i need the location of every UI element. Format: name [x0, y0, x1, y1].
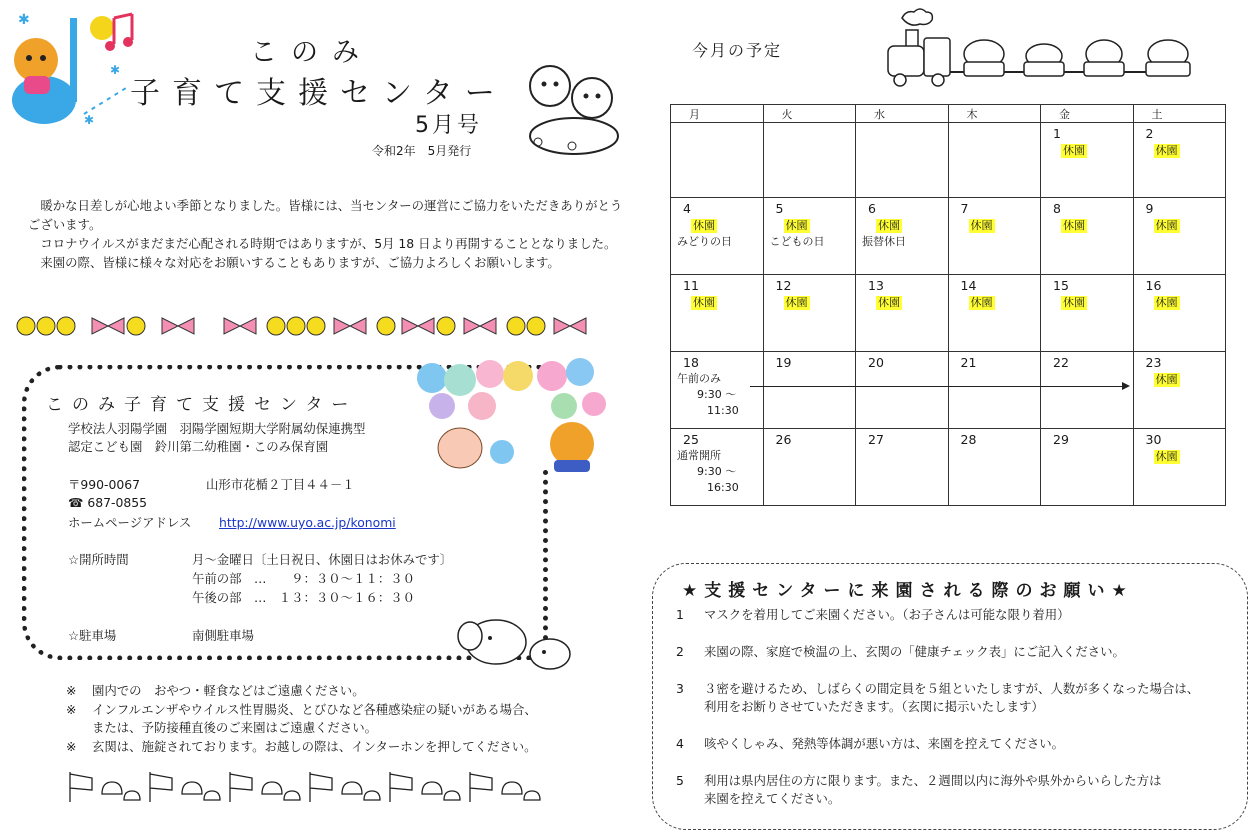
parking-label: ☆駐車場 [68, 628, 117, 643]
day-note: 振替休日 [862, 235, 906, 248]
calendar-day-cell [1133, 123, 1226, 198]
weekday-header: 水 [856, 105, 949, 123]
note-text: 玄関は、施錠されております。お越しの際は、インターホンを押してください。 [92, 738, 537, 754]
weekday-header: 土 [1133, 105, 1226, 123]
note-text: インフルエンザやウイルス性胃腸炎、とびひなど各種感染症の疑いがある場合、 [92, 701, 537, 717]
svg-text:✱: ✱ [84, 113, 95, 127]
arrow-head-icon [1122, 382, 1130, 390]
day-number: 30 [1145, 432, 1162, 447]
calendar-day-cell [671, 352, 764, 429]
calendar-day-cell [856, 429, 949, 506]
day-number: 15 [1053, 278, 1069, 293]
request-text [704, 735, 1064, 753]
koinobori-cloud-border [66, 770, 566, 804]
svg-text:✱: ✱ [110, 63, 121, 77]
day-number: 19 [775, 355, 792, 370]
calendar-day-cell [1133, 429, 1226, 506]
day-number: 7 [960, 201, 969, 216]
day-number: 12 [775, 278, 792, 293]
request-line: マスクを着用してご来園ください。（お子さんは可能な限り着用） [704, 607, 1070, 622]
note-mark [66, 719, 92, 738]
half-day-period-arrow [750, 386, 1128, 387]
day-number: 22 [1053, 355, 1069, 370]
closed-badge: 休園 [1155, 219, 1178, 232]
closed-badge: 休園 [1155, 296, 1178, 309]
request-item [676, 735, 1244, 753]
calendar-day-cell [948, 123, 1041, 198]
note-item [66, 682, 606, 701]
day-number: 18 [683, 355, 699, 370]
note-item [66, 719, 606, 738]
request-item [676, 680, 1244, 716]
closed-badge: 休園 [785, 219, 808, 232]
calendar-day-cell [671, 429, 764, 506]
calendar-week-row [671, 429, 1226, 506]
calendar-day-cell [1041, 429, 1134, 506]
issue-number: 5月号 [415, 113, 482, 138]
request-number: 4 [676, 736, 684, 751]
closed-badge: 休園 [1155, 144, 1178, 157]
note-text: 園内での おやつ・軽食などはご遠慮ください。 [92, 683, 365, 698]
calendar-day-cell [1041, 123, 1134, 198]
weekday-header: 火 [763, 105, 856, 123]
closed-badge: 休園 [878, 219, 900, 232]
calendar-day-cell [948, 198, 1041, 275]
phone-number: ☎ 687-0855 [68, 495, 148, 510]
center-name: このみ子育て支援センター [46, 395, 358, 415]
request-number: 2 [676, 644, 684, 659]
request-item [676, 606, 1244, 624]
calendar-title: 今月の予定 [692, 41, 783, 60]
note-mark: ※ [66, 701, 77, 717]
weekday-header: 木 [948, 105, 1041, 123]
day-number: 26 [775, 432, 792, 447]
calendar-day-cell [763, 352, 856, 429]
calendar-week-row [671, 275, 1226, 352]
calendar-day-cell [948, 352, 1041, 429]
day-number: 21 [960, 355, 977, 370]
calendar-day-cell [671, 198, 764, 275]
note-item [66, 701, 606, 720]
request-line: 利用は県内居住の方に限ります。また、２週間以内に海外や県外からいらした方は [704, 773, 1162, 788]
closed-badge: 休園 [1155, 450, 1178, 463]
calendar-day-cell [856, 198, 949, 275]
open-time-end: 16:30 [707, 481, 739, 494]
request-line: 来園を控えてください。 [704, 791, 841, 806]
notes-list [66, 682, 606, 756]
calendar-week-row [671, 198, 1226, 275]
note-text: または、予防接種直後のご来園はご遠慮ください。 [92, 720, 377, 735]
day-number: 16 [1145, 278, 1162, 293]
hours-afternoon: 午後の部 … １３：３０～１６：３０ [192, 590, 416, 605]
day-number: 20 [868, 355, 884, 370]
day-note: こどもの日 [769, 235, 825, 248]
day-note: 通常開所 [677, 449, 721, 462]
page-title: 子育て支援センター [130, 76, 507, 111]
day-number: 6 [868, 201, 876, 216]
request-line: 咳やくしゃみ、発熱等体調が悪い方は、来園を控えてください。 [704, 736, 1065, 751]
elephant-illustration [452, 612, 584, 674]
postal-code: 〒990-0067 [68, 477, 141, 492]
note-item [66, 738, 606, 757]
calendar-day-cell [856, 275, 949, 352]
calendar-week-row [671, 352, 1226, 429]
calendar-day-cell [1133, 198, 1226, 275]
greeting-paragraph: コロナウイルスがまだまだ心配される時期ではありますが、5月 18 日より再開することとなりました。 [40, 236, 617, 251]
calendar-day-cell [763, 123, 856, 198]
hours-label: ☆開所時間 [68, 552, 129, 567]
center-affiliation: 認定こども園 鈴川第二幼稚園・このみ保育園 [68, 439, 329, 454]
note-mark: ※ [66, 738, 77, 754]
calendar-day-cell [1133, 352, 1226, 429]
calendar-day-cell [948, 275, 1041, 352]
request-text [704, 606, 1070, 624]
calendar-day-cell [763, 275, 856, 352]
closed-badge: 休園 [785, 296, 808, 309]
greeting-paragraph: 来園の際、皆様に様々な対応をお願いすることもありますが、ご協力よろしくお願いします。 [40, 255, 560, 270]
calendar-day-cell [671, 123, 764, 198]
request-line: ３密を避けるため、しばらくの間定員を５組といたしますが、人数が多くなった場合は、 [704, 681, 1200, 696]
request-text [704, 680, 1199, 716]
request-item [676, 643, 1244, 661]
hours-morning: 午前の部 … ９：３０～１１：３０ [192, 571, 416, 586]
day-number: 28 [960, 432, 977, 447]
calendar-day-cell [1133, 275, 1226, 352]
note-mark: ※ [66, 683, 77, 698]
cat-music-illustration [6, 4, 142, 132]
weekday-header: 月 [671, 105, 764, 123]
hours-days: 月～金曜日〔土日祝日、休園日はお休みです〕 [192, 552, 453, 567]
requests-title: ★支援センターに来園される際のお願い★ [682, 581, 1134, 601]
request-number: 5 [676, 773, 684, 788]
requests-list [676, 606, 1244, 827]
day-number: 25 [683, 432, 699, 447]
parking-value: 南側駐車場 [192, 628, 254, 643]
page-title-top: このみ [250, 37, 373, 68]
svg-text:✱: ✱ [18, 12, 30, 28]
homepage-link[interactable]: http://www.uyo.ac.jp/konomi [219, 515, 396, 530]
animal-train-illustration [880, 8, 1210, 88]
calendar-day-cell [1041, 275, 1134, 352]
homepage-label: ホームページアドレス [68, 515, 192, 530]
calendar-header-row [671, 105, 1226, 123]
request-text [704, 643, 1125, 661]
balloon-animals-illustration [412, 356, 608, 474]
day-number: 23 [1145, 355, 1162, 370]
day-note: みどりの日 [677, 235, 732, 248]
day-number: 2 [1145, 126, 1154, 141]
request-line: 利用をお断りさせていただきます。（玄関に掲示いたします） [704, 699, 1044, 714]
day-number: 13 [868, 278, 884, 293]
calendar-day-cell [763, 429, 856, 506]
kids-illustration [518, 62, 628, 158]
request-text [704, 772, 1161, 808]
day-number: 14 [960, 278, 977, 293]
calendar-day-cell [1041, 198, 1134, 275]
calendar-day-cell [856, 123, 949, 198]
open-time-start: 9:30 ～ [697, 465, 737, 478]
day-number: 9 [1145, 201, 1154, 216]
closed-badge: 休園 [878, 296, 900, 309]
closed-badge: 休園 [970, 296, 993, 309]
day-number: 29 [1053, 432, 1069, 447]
calendar-week-row [671, 123, 1226, 198]
calendar-day-cell [671, 275, 764, 352]
closed-badge: 休園 [970, 219, 993, 232]
closed-badge: 休園 [693, 296, 715, 309]
greeting-paragraph: 暖かな日差しが心地よい季節となりました。皆様には、当センターの運営にご協力をいただきありがとうございます。 [28, 198, 623, 232]
request-line: 来園の際、家庭で検温の上、玄関の「健康チェック表」にご記入ください。 [704, 644, 1125, 659]
day-number: 27 [868, 432, 884, 447]
calendar-day-cell [1041, 352, 1134, 429]
day-number: 1 [1053, 126, 1061, 141]
center-affiliation: 学校法人羽陽学園 羽陽学園短期大学附属幼保連携型 [68, 421, 366, 436]
monthly-calendar [670, 104, 1226, 506]
closed-badge: 休園 [1155, 373, 1178, 386]
address: 山形市花楯２丁目４４－１ [206, 477, 355, 492]
request-number: 1 [676, 607, 684, 622]
request-item [676, 772, 1244, 808]
day-number: 5 [775, 201, 784, 216]
closed-badge: 休園 [1063, 296, 1085, 309]
calendar-day-cell [763, 198, 856, 275]
request-number: 3 [676, 681, 684, 696]
greeting-text [28, 196, 628, 272]
issue-date: 令和2年 5月発行 [372, 144, 472, 158]
chick-ribbon-border [12, 312, 612, 340]
calendar-day-cell [948, 429, 1041, 506]
closed-badge: 休園 [1063, 144, 1085, 157]
open-time-end: 11:30 [707, 404, 739, 417]
open-time-start: 9:30 ～ [697, 388, 737, 401]
closed-badge: 休園 [1063, 219, 1085, 232]
closed-badge: 休園 [693, 219, 715, 232]
calendar-day-cell [856, 352, 949, 429]
day-note: 午前のみ [677, 372, 721, 385]
weekday-header: 金 [1041, 105, 1134, 123]
day-number: 8 [1053, 201, 1061, 216]
day-number: 4 [683, 201, 691, 216]
day-number: 11 [683, 278, 699, 293]
